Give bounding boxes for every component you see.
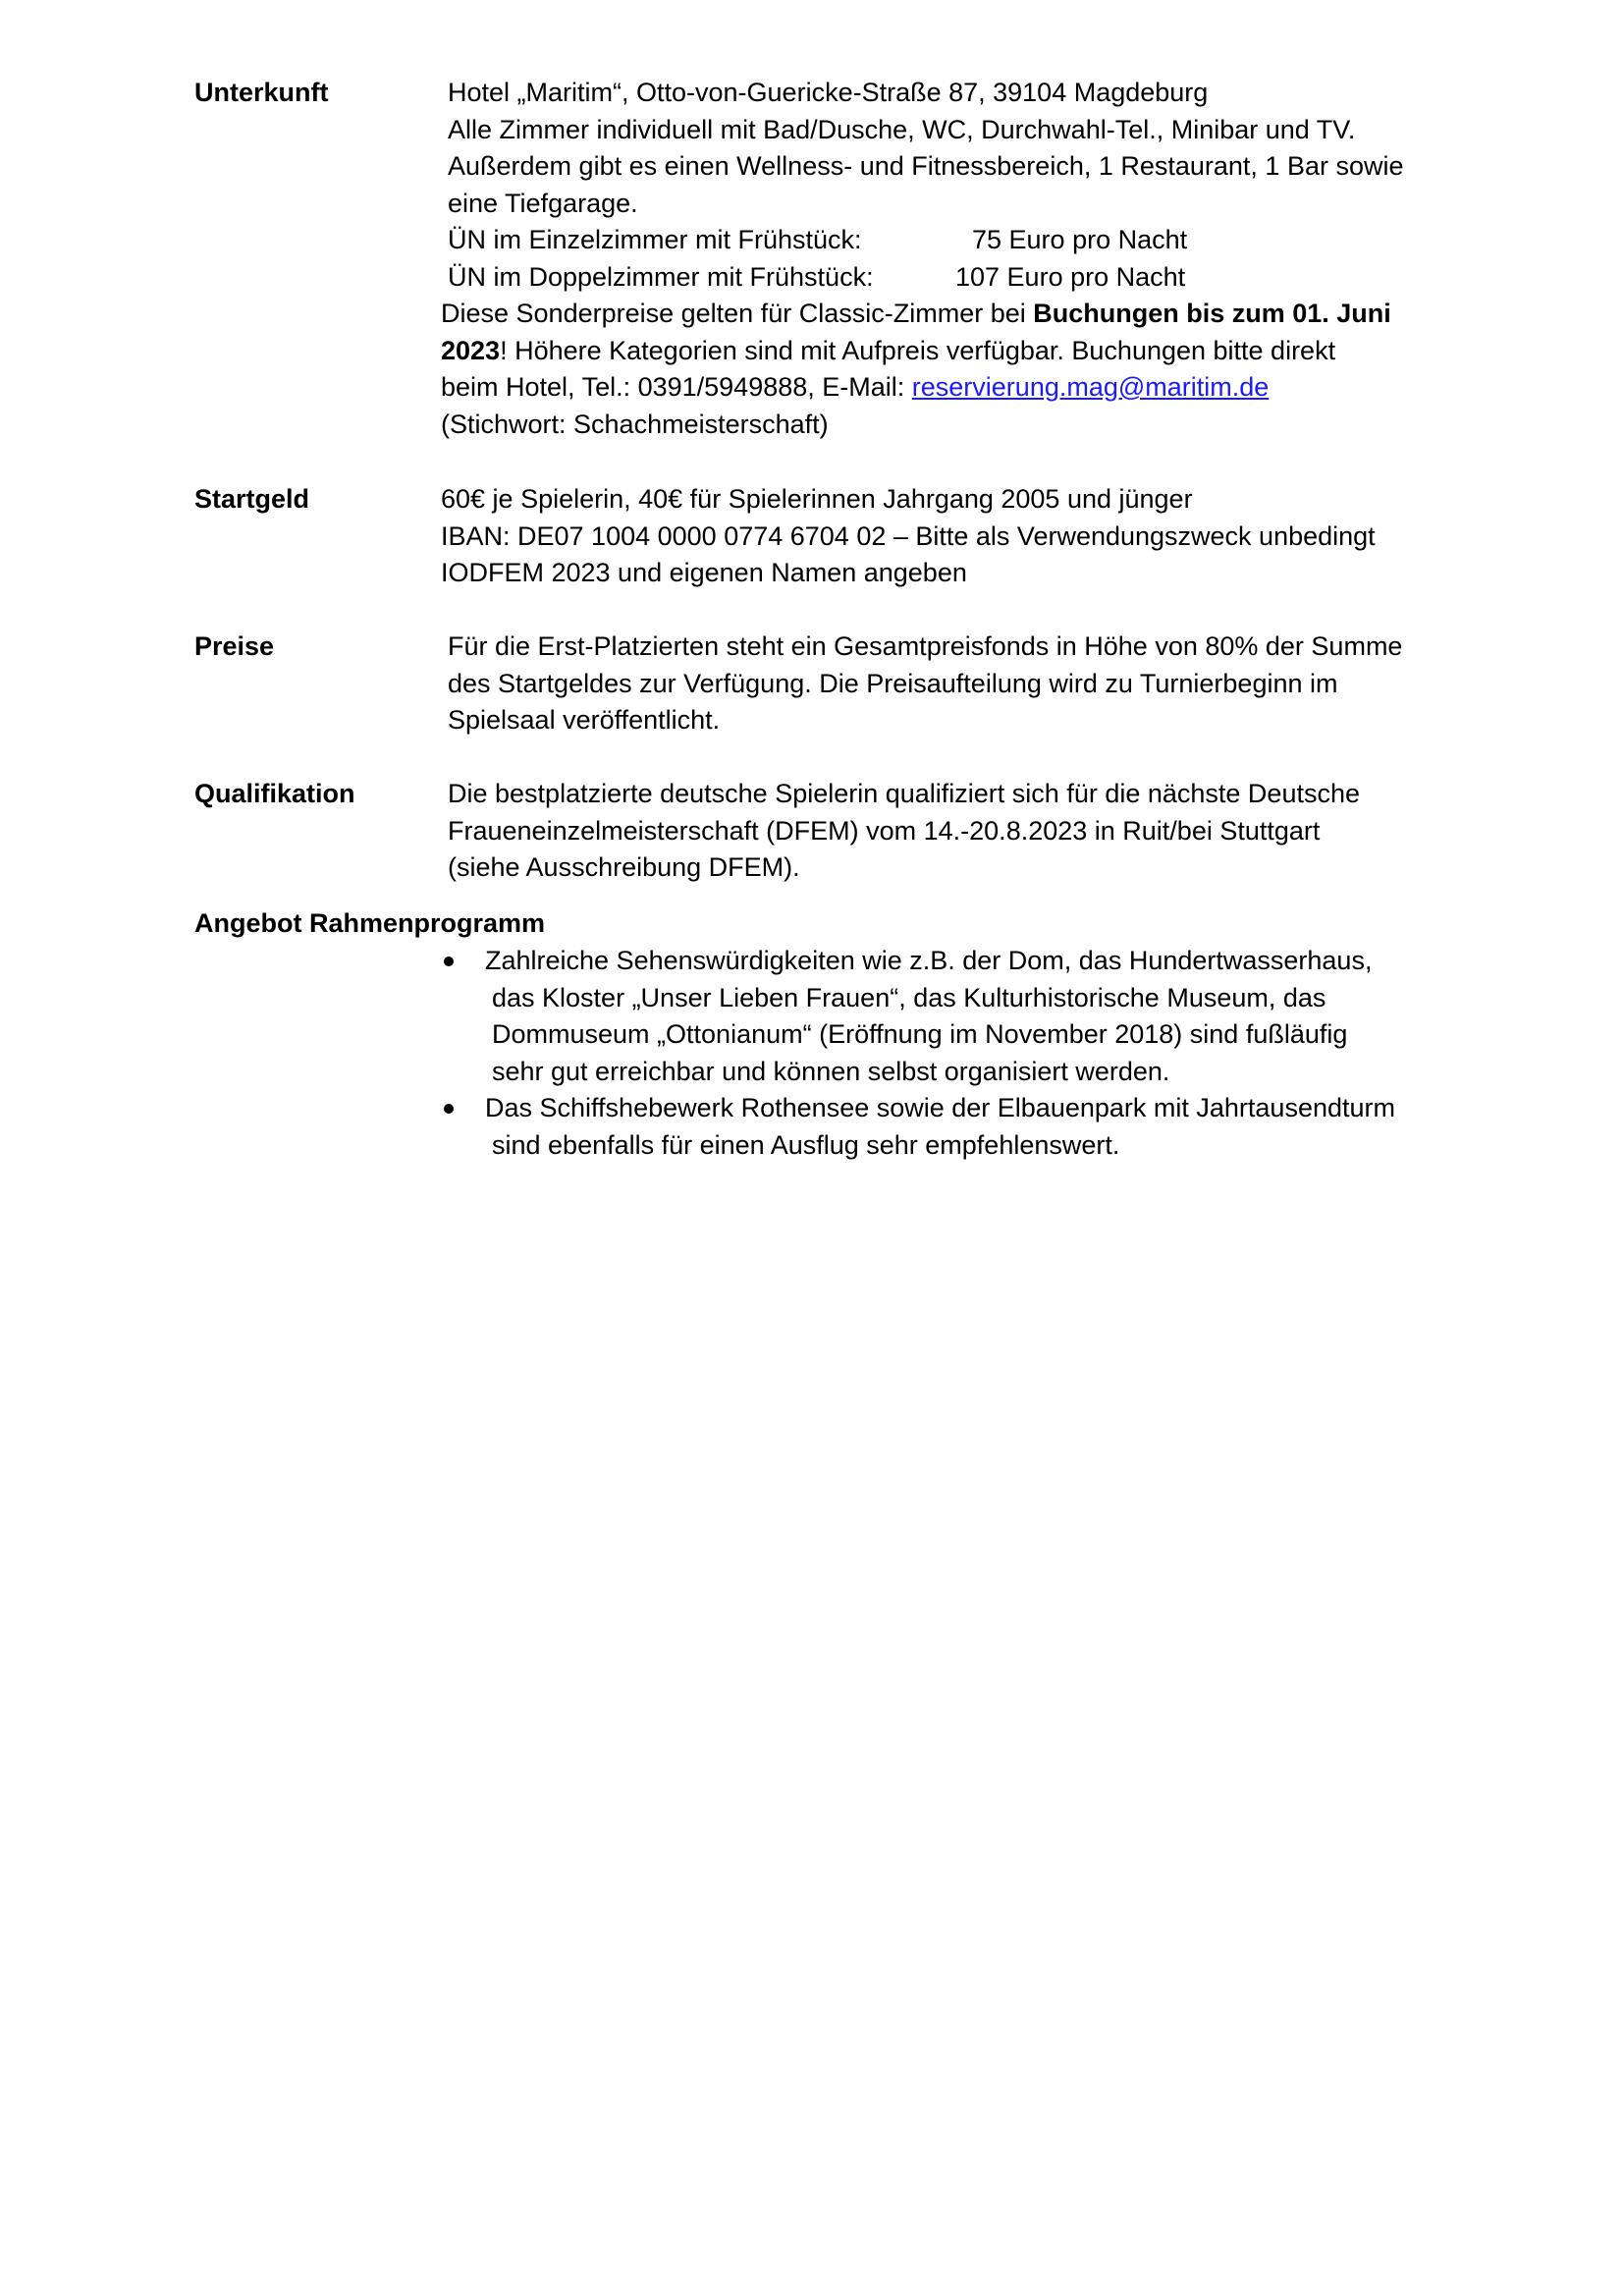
bullet-line: Das Schiffshebewerk Rothensee sowie der Elbauenpark mit Jahrtausendturm: [485, 1093, 1395, 1122]
section-body-preise: [448, 629, 1623, 739]
price-row-double: [448, 259, 1623, 297]
price-label-double: ÜN im Doppelzimmer mit Frühstück:: [448, 261, 874, 292]
booking-line: [441, 296, 1623, 333]
booking-line-cont: [441, 333, 1623, 370]
section-label-qualifikation: Qualifikation: [194, 779, 355, 808]
fee-line: 60€ je Spielerin, 40€ für Spielerinnen Jahrgang 2005 und jünger: [441, 484, 1193, 514]
section-body-unterkunft: [441, 75, 1623, 443]
bullet-line: das Kloster „Unser Lieben Frauen“, das Kulturhistorische Museum, das: [492, 982, 1326, 1012]
rooms-line: Alle Zimmer individuell mit Bad/Dusche, WC, Durchwahl-Tel., Minibar und TV.: [448, 114, 1356, 144]
section-startgeld: [194, 481, 1451, 594]
section-preise: [194, 629, 1451, 741]
facilities-line-cont: eine Tiefgarage.: [448, 188, 638, 218]
section-unterkunft: [194, 75, 1451, 448]
prize-line: Für die Erst-Platzierten steht ein Gesamtpreisfonds in Höhe von 80% der Summe: [448, 631, 1403, 661]
bullet-line: Dommuseum „Ottonianum“ (Eröffnung im November 2018) sind fußläufig: [492, 1019, 1348, 1049]
price-label-single: ÜN im Einzelzimmer mit Frühstück:: [448, 225, 862, 254]
list-item: [440, 943, 1451, 1090]
qualification-line: (siehe Ausschreibung DFEM).: [448, 852, 800, 882]
booking-deadline: Buchungen bis zum 01. Juni: [1033, 299, 1391, 328]
section-label-preise: Preise: [194, 631, 275, 661]
keyword-line: (Stichwort: Schachmeisterschaft): [441, 409, 829, 439]
booking-text: Diese Sonderpreise gelten für Classic-Zimmer bei: [441, 299, 1034, 328]
section-label-rahmenprogramm: Angebot Rahmenprogramm: [194, 908, 546, 938]
hotel-address-line: Hotel „Maritim“, Otto-von-Guericke-Straße 87, 39104 Magdeburg: [448, 78, 1209, 107]
section-label-startgeld: Startgeld: [194, 484, 310, 514]
bullet-icon: [444, 957, 454, 966]
program-bullet-list: [440, 943, 1451, 1164]
email-link[interactable]: reservierung.mag@maritim.de: [911, 372, 1270, 402]
list-item: [440, 1090, 1451, 1164]
prize-line: Spielsaal veröffentlicht.: [448, 705, 721, 735]
price-value-double: 107 Euro pro Nacht: [955, 261, 1186, 292]
section-label-unterkunft: Unterkunft: [194, 78, 329, 107]
prize-line: des Startgeldes zur Verfügung. Die Preisaufteilung wird zu Turnierbeginn im: [448, 668, 1338, 698]
bullet-line: sehr gut erreichbar und können selbst organisiert werden.: [492, 1056, 1170, 1086]
bullet-line: Zahlreiche Sehenswürdigkeiten wie z.B. der Dom, das Hundertwasserhaus,: [485, 946, 1373, 975]
section-qualifikation: [194, 776, 1451, 889]
facilities-line: Außerdem gibt es einen Wellness- und Fitnessbereich, 1 Restaurant, 1 Bar sowie: [448, 151, 1404, 181]
price-value-single: 75 Euro pro Nacht: [972, 225, 1188, 254]
booking-deadline-year: 2023: [441, 335, 501, 365]
bullet-icon: [444, 1104, 454, 1114]
qualification-line: Die bestplatzierte deutsche Spielerin qualifiziert sich für die nächste Deutsche: [448, 779, 1360, 808]
bullet-line: sind ebenfalls für einen Ausflug sehr empfehlenswert.: [492, 1129, 1120, 1160]
booking-text-cont: ! Höhere Kategorien sind mit Aufpreis verfügbar. Buchungen bitte direkt: [500, 335, 1336, 365]
reference-line: IODFEM 2023 und eigenen Namen angeben: [441, 558, 967, 587]
qualification-line: Fraueneinzelmeisterschaft (DFEM) vom 14.-20.8.2023 in Ruit/bei Stuttgart: [448, 815, 1321, 846]
iban-line: IBAN: DE07 1004 0000 0774 6704 02 – Bitte als Verwendungszweck unbedingt: [441, 520, 1376, 551]
section-body-startgeld: [441, 481, 1623, 592]
section-body-qualifikation: [448, 776, 1623, 887]
contact-line: [441, 369, 1623, 407]
price-row-single: [448, 222, 1623, 259]
contact-text: beim Hotel, Tel.: 0391/5949888, E-Mail:: [441, 372, 912, 402]
